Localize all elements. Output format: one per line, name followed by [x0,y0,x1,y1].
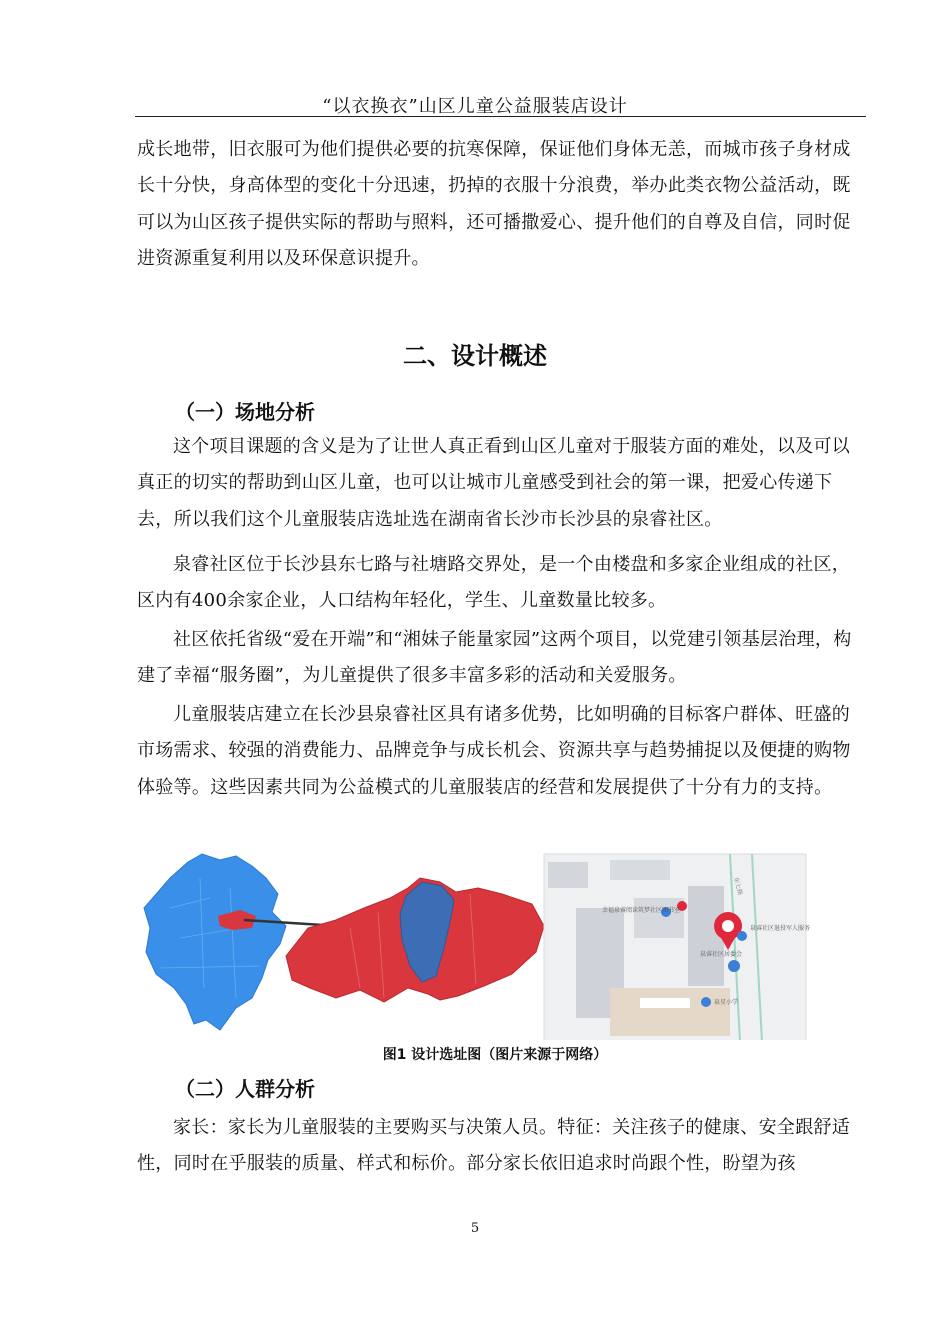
street-map [544,854,810,1040]
site-paragraph-1: 这个项目课题的含义是为了让世人真正看到山区儿童对于服装方面的难处，以及可以真正的切实的帮助到山区儿童，也可以让城市儿童感受到社会的第一课，把爱心传递下去，所以我们这个儿童服装店选址选在湖南省长沙市长沙县的泉睿社区。 [137,436,851,530]
crowd-paragraph: 家长：家长为儿童服装的主要购买与决策人员。特征：关注孩子的健康、安全跟舒适性，同时在乎服装的质量、样式和标价。部分家长依旧追求时尚跟个性，盼望为孩 [137,1117,851,1175]
running-header: “以衣换衣”山区儿童公益服装店设计 [322,96,628,117]
veterans-label: 泉睿社区退役军人服务站 [750,925,810,932]
road-label: 东七路 [732,876,744,896]
school-icon [701,997,711,1007]
province-map [144,854,286,1030]
committee-label: 泉睿社区居委会 [700,951,743,958]
header-rule [135,116,866,117]
library-label: 幸福泉睿阅读筑梦社区图书室 [602,907,681,914]
figure-caption: 图1 设计选址图（图片来源于网络） [382,1047,608,1063]
site-location-figure [140,848,810,1040]
site-paragraph-4: 儿童服装店建立在长沙县泉睿社区具有诸多优势，比如明确的目标客户群体、旺盛的市场需求、较强的消费能力、品牌竞争与成长机会、资源共享与趋势捕捉以及便捷的购物体验等。这些因素共同为公益模式的儿童服装店的经营和发展提供了十分有力的支持。 [137,704,851,798]
committee-icon [737,931,747,941]
school-label: 泉星小学 [714,999,739,1006]
county-map [286,878,544,1002]
page-number: 5 [470,1221,480,1236]
crowd-analysis-heading: （二）人群分析 [175,1077,315,1101]
site-analysis-heading: （一）场地分析 [175,400,315,424]
site-paragraph-2: 泉睿社区位于长沙县东七路与社塘路交界处，是一个由楼盘和多家企业组成的社区，区内有400余家企业，人口结构年轻化，学生、儿童数量比较多。 [137,554,851,612]
intro-paragraph: 成长地带，旧衣服可为他们提供必要的抗寒保障，保证他们身体无恙，而城市孩子身材成长十分快，身高体型的变化十分迅速，扔掉的衣服十分浪费，举办此类衣物公益活动，既可以为山区孩子提供实际的帮助与照料，还可播撒爱心、提升他们的自尊及自信，同时促进资源重复利用以及环保意识提升。 [137,139,851,269]
culture-icon [728,960,740,972]
section-title: 二、设计概述 [403,342,547,370]
site-paragraph-3: 社区依托省级“爱在开端”和“湘妹子能量家园”这两个项目，以党建引领基层治理，构建了幸福“服务圈”，为儿童提供了很多丰富多彩的活动和关爱服务。 [137,629,852,687]
figure-image [140,848,810,1040]
